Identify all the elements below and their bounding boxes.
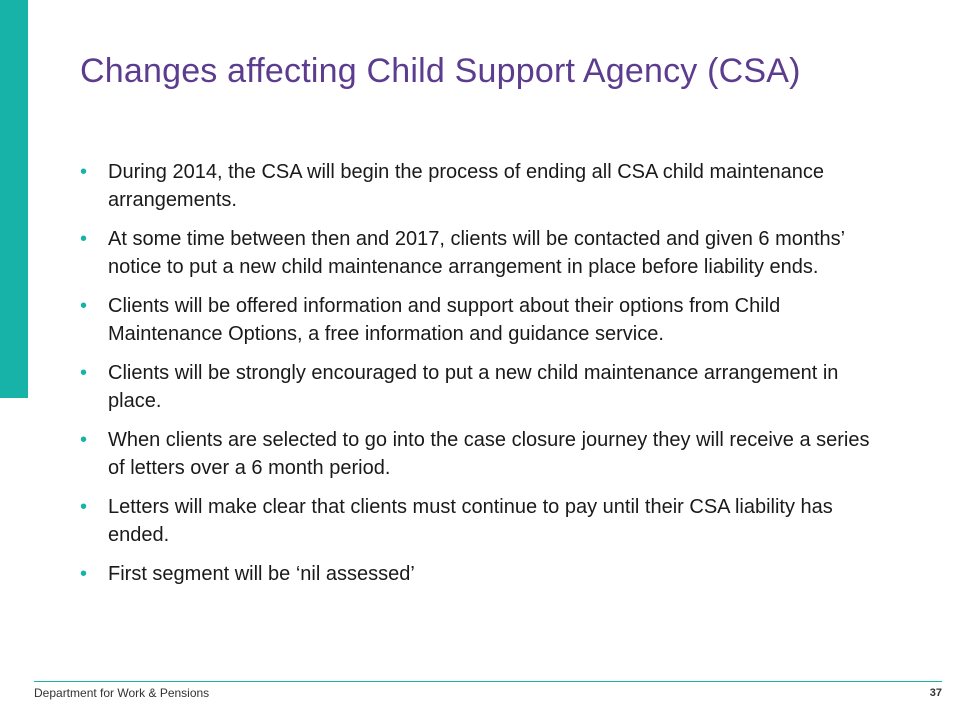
- bullet-icon: •: [80, 161, 88, 183]
- bullet-text: Letters will make clear that clients must continue to pay until their CSA liability has ended.: [108, 496, 833, 546]
- bullet-item: [80, 292, 880, 348]
- bullet-text: First segment will be ‘nil assessed’: [108, 563, 415, 585]
- bullet-item: [80, 426, 880, 482]
- bullet-text: At some time between then and 2017, clients will be contacted and given 6 months’ notice to put a new child maintenance arrangement in place before liability ends.: [108, 228, 845, 278]
- footer-divider: [34, 681, 942, 682]
- bullet-list: [80, 158, 880, 599]
- bullet-item: [80, 158, 880, 214]
- page-number: 37: [929, 687, 942, 699]
- bullet-icon: •: [80, 228, 88, 250]
- bullet-icon: •: [80, 429, 88, 451]
- bullet-item: [80, 359, 880, 415]
- bullet-item: [80, 560, 880, 588]
- bullet-icon: •: [80, 563, 88, 585]
- bullet-text: When clients are selected to go into the case closure journey they will receive a series of letters over a 6 month period.: [108, 429, 870, 479]
- accent-bar: [0, 0, 28, 398]
- bullet-item: [80, 493, 880, 549]
- slide-title: Changes affecting Child Support Agency (CSA): [80, 52, 801, 90]
- bullet-icon: •: [80, 362, 88, 384]
- bullet-item: [80, 225, 880, 281]
- bullet-text: During 2014, the CSA will begin the process of ending all CSA child maintenance arrangements.: [108, 161, 824, 211]
- bullet-text: Clients will be offered information and support about their options from Child Maintenance Options, a free information and guidance service.: [108, 295, 781, 345]
- bullet-icon: •: [80, 295, 88, 317]
- bullet-text: Clients will be strongly encouraged to put a new child maintenance arrangement in place.: [108, 362, 839, 412]
- bullet-icon: •: [80, 496, 88, 518]
- footer-organization: Department for Work & Pensions: [34, 686, 210, 700]
